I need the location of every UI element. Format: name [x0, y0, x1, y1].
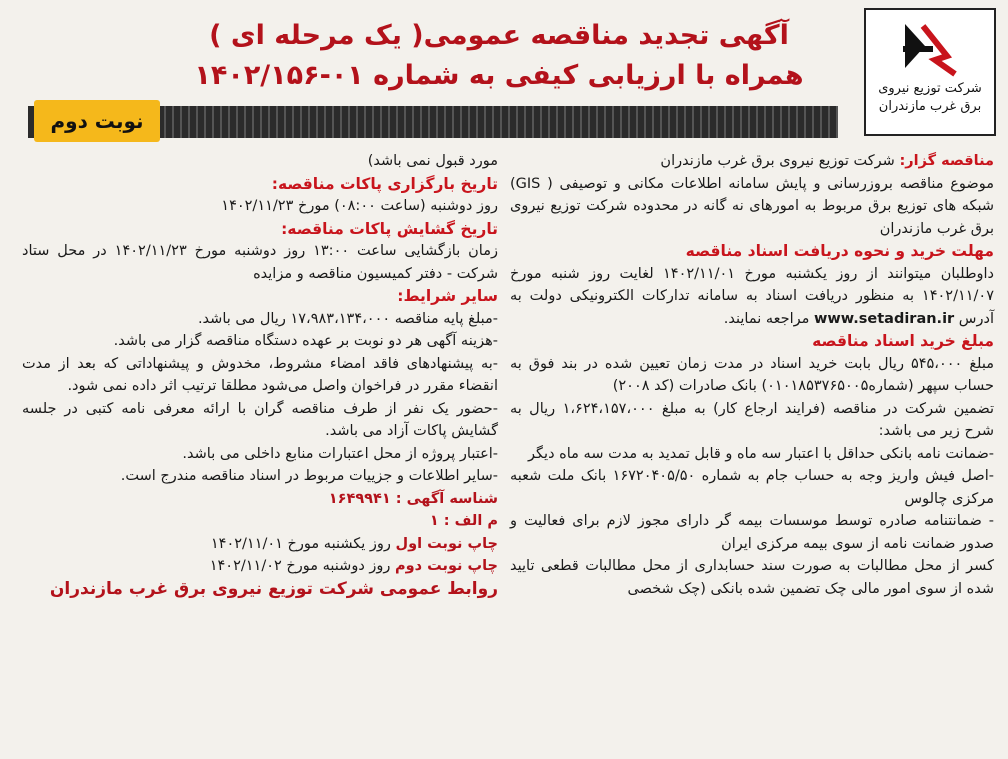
company-logo-box — [864, 8, 996, 136]
condition-6: -سایر اطلاعات و جزییات مربوط در اسناد مناقصه مندرج است. — [120, 468, 498, 484]
website-link[interactable]: www.setadiran.ir — [814, 310, 955, 327]
deadline-heading: مهلت خرید و نحوه دریافت اسناد مناقصه — [685, 242, 994, 260]
deadline-text: داوطلبان میتوانند از روز یکشنبه مورخ ۱۴۰۲/۱۱/۰۱ لغایت روز شنبه مورخ ۱۴۰۲/۱۱/۰۷ به منظور دریافت اسناد به سامانه تدارکات الکترونیکی دولت به آدرس www.setadiran.ir مراجعه نمایند. — [510, 265, 994, 327]
price-heading: مبلغ خرید اسناد مناقصه — [812, 332, 994, 350]
public-relations-footer: روابط عمومی شرکت توزیع نیروی برق غرب مازندران — [49, 578, 498, 599]
logo-text-line2: برق غرب مازندران — [878, 99, 982, 114]
condition-1: -مبلغ پایه مناقصه ۱۷،۹۸۳،۱۳۴،۰۰۰ ریال می باشد. — [197, 310, 498, 327]
condition-4: -حضور یک نفر از طرف مناقصه گران با ارائه معرفی نامه کتبی در جلسه گشایش پاکات آزاد می باشد. — [22, 400, 498, 439]
round-badge: نوبت دوم — [34, 100, 160, 142]
logo-text-line1: شرکت توزیع نیروی — [878, 81, 982, 96]
submit-heading: تاریخ بارگزاری پاکات مناقصه: — [271, 174, 498, 193]
right-column — [510, 150, 994, 600]
guarantee-item-2: -اصل فیش واریز وجه به حساب جام به شماره ۱۶۷۲۰۴۰۵/۵۰ بانک ملت شعبه مرکزی چالوس — [510, 468, 994, 507]
other-conditions-heading: سایر شرایط: — [397, 287, 498, 305]
print-first-round: چاپ نوبت اول روز یکشنبه مورخ ۱۴۰۲/۱۱/۰۱ — [210, 535, 498, 552]
guarantee-item-1: -ضمانت نامه بانکی حداقل با اعتبار سه ماه و قابل تمدید به مدت سه ماه دیگر — [528, 445, 994, 462]
open-heading: تاریخ گشایش پاکات مناقصه: — [281, 219, 498, 238]
mf-number: م الف : ۱ — [429, 513, 498, 529]
print-second-round: چاپ نوبت دوم روز دوشنبه مورخ ۱۴۰۲/۱۱/۰۲ — [209, 558, 498, 574]
open-text: زمان بازگشایی ساعت ۱۳:۰۰ روز دوشنبه مورخ ۱۴۰۲/۱۱/۲۳ در محل ستاد شرکت - دفتر کمیسیون مناقصه و مزایده — [22, 243, 498, 282]
carryover-text: مورد قبول نمی باشد) — [367, 153, 498, 169]
company-logo-icon — [895, 16, 965, 80]
submit-text: روز دوشنبه (ساعت ۰۸:۰۰) مورخ ۱۴۰۲/۱۱/۲۳ — [221, 198, 498, 214]
price-text: مبلغ ۵۴۵،۰۰۰ ریال بابت خرید اسناد در مدت زمان تعیین شده در بند فوق به حساب سپهر (شماره۰۱۰۱۸۵۳۷۶۵۰۰۵) بانک صادرات (کد ۲۰۰۸) — [510, 355, 994, 394]
tender-subject: موضوع مناقصه بروزرسانی و پایش سامانه اطلاعات مکانی و توصیفی ( GIS) شبکه های توزیع برق مربوط به امورهای نه گانه در محدوده شرکت توزیع نیروی برق غرب مازندران — [510, 175, 994, 237]
condition-5: -اعتبار پروژه از محل اعتبارات منابع داخلی می باشد. — [182, 445, 498, 462]
notice-title-line1: آگهی تجدید مناقصه عمومی( یک مرحله ای ) — [209, 20, 789, 51]
condition-2: -هزینه آگهی هر دو نوبت بر عهده دستگاه مناقصه گزار می باشد. — [113, 333, 498, 349]
notice-title-line2: همراه با ارزیابی کیفی به شماره ۰۱-۱۴۰۲/۱۵۶ — [194, 60, 804, 91]
left-column — [22, 150, 498, 600]
guarantee-item-4: کسر از محل مطالبات به صورت سند حسابداری از محل مطالبات قطعی تایید شده از سوی امور مالی چک تضمین شده بانکی (چک شخصی — [510, 558, 994, 597]
tender-party: مناقصه گزار: شرکت توزیع نیروی برق غرب مازندران — [660, 153, 994, 169]
condition-3: -به پیشنهادهای فاقد امضاء مشروط، مخدوش و پیشنهاداتی که بعد از مدت انقضاء مقرر در فراخوان واصل می‌شود مطلقا ترتیب اثر داده نمی شود. — [22, 355, 498, 394]
guarantee-text: تضمین شرکت در مناقصه (فرایند ارجاع کار) به مبلغ ۱،۶۲۴،۱۵۷،۰۰۰ ریال به شرح زیر می باشد: — [510, 400, 994, 439]
guarantee-item-3: - ضمانتنامه صادره توسط موسسات بیمه گر دارای مجوز لازم برای فعالیت و صدور ضمانت نامه از سوی بیمه مرکزی ایران — [510, 513, 994, 552]
notice-id: شناسه آگهی : ۱۶۴۹۹۴۱ — [328, 490, 498, 507]
